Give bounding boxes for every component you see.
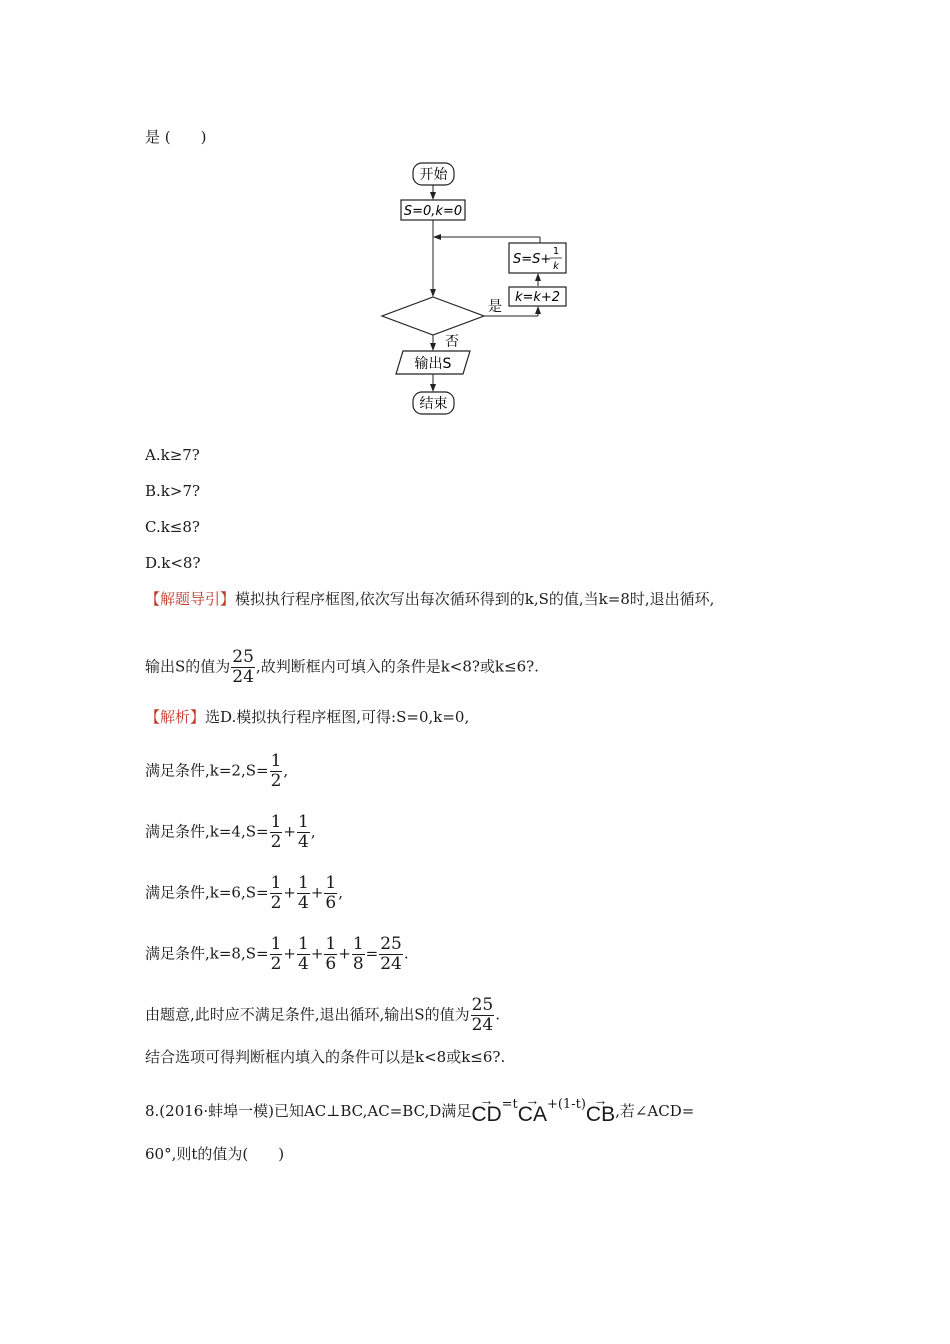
problem-8-line-2: 60°,则t的值为( ) — [145, 1145, 285, 1163]
sum-update-num: 1 — [552, 246, 560, 257]
option-d: D.k<8? — [145, 554, 201, 572]
option-c: C.k≤8? — [145, 518, 200, 536]
output-label: 输出S — [414, 356, 452, 372]
fraction-25-24: $\frac{25}{24}$ — [232, 647, 254, 687]
question-tail: 是 ( ) — [145, 128, 207, 146]
step-2: 满足条件,k=4,S= $\frac{1}{2}$ + $\frac{1}{4}$ , — [145, 812, 316, 852]
conclusion: 由题意,此时应不满足条件,退出循环,输出S的值为 $\frac{25}{24}$ . — [145, 995, 501, 1035]
guide-tag: 【解题导引】 — [145, 590, 236, 608]
init-label: S=0,k=0 — [403, 204, 463, 219]
vector-cd: → CD — [471, 1105, 501, 1125]
option-a: A.k≥7? — [145, 446, 200, 464]
sum-update-den: k — [553, 261, 559, 272]
no-label: 否 — [445, 334, 459, 350]
k-update-label: k=k+2 — [514, 290, 561, 305]
start-label: 开始 — [419, 167, 448, 183]
vector-cb: → CB — [586, 1105, 615, 1125]
sum-update-prefix: S=S+ — [513, 252, 552, 267]
guide-line-2: 输出S的值为 $\frac{25}{24}$ ,故判断框内可填入的条件是k<8?或k≤6?. — [145, 647, 539, 687]
step-3: 满足条件,k=6,S= $\frac{1}{2}$ + $\frac{1}{4}$ + $\frac{1}{6}$ , — [145, 873, 344, 913]
option-b: B.k>7? — [145, 482, 201, 500]
analysis-line: 【解析】选D.模拟执行程序框图,可得:S=0,k=0, — [145, 708, 470, 726]
vector-ca: → CA — [518, 1105, 547, 1125]
step-4: 满足条件,k=8,S= $\frac{1}{2}$ + $\frac{1}{4}$ + $\frac{1}{6}$ + $\frac{1}{8}$ = $\frac{25}{24}$ . — [145, 934, 409, 974]
flowchart — [0, 0, 950, 430]
end-label: 结束 — [419, 396, 448, 412]
guide-line-1: 【解题导引】模拟执行程序框图,依次写出每次循环得到的k,S的值,当k=8时,退出循环, — [145, 590, 715, 608]
decision-diamond — [382, 297, 484, 335]
analysis-tag: 【解析】 — [145, 708, 206, 726]
final-remark: 结合选项可得判断框内填入的条件可以是k<8或k≤6?. — [145, 1048, 506, 1066]
step-1: 满足条件,k=2,S= $\frac{1}{2}$ , — [145, 751, 289, 791]
yes-label: 是 — [488, 299, 502, 315]
problem-8-line-1: 8.(2016·蚌埠一模)已知AC⊥BC,AC=BC,D满足→ CD=t→ CA+(1-t)→ CB,若∠ACD= — [145, 1095, 694, 1125]
